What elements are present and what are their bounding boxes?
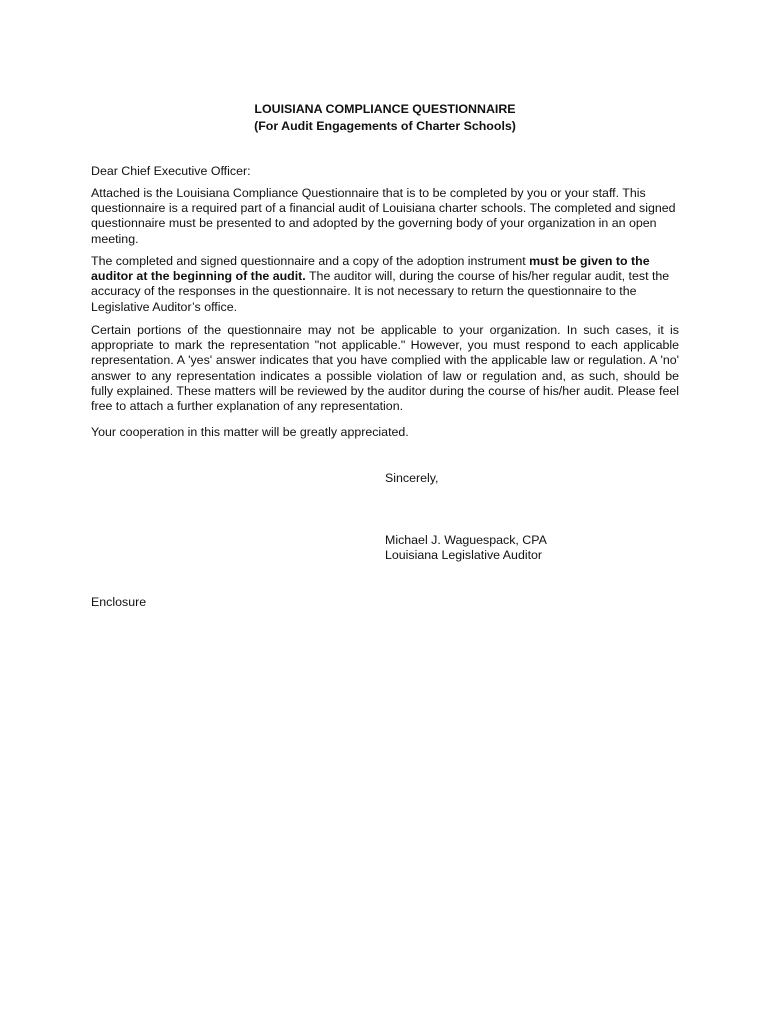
document-title: LOUISIANA COMPLIANCE QUESTIONNAIRE (254, 102, 516, 116)
salutation: Dear Chief Executive Officer: (91, 164, 251, 178)
paragraph-submission (91, 254, 679, 315)
enclosure-note: Enclosure (91, 595, 147, 609)
paragraph-submission-text-end: The auditor will, during the course of his/her regular audit, test the accuracy of the responses in the questionnaire. It is not necessary to return the questionnaire to the Legislative Auditor’s office. (91, 269, 670, 314)
paragraph-closing: Your cooperation in this matter will be greatly appreciated. (91, 425, 409, 439)
document-header (0, 101, 770, 135)
paragraph-intro: Attached is the Louisiana Compliance Questionnaire that is to be completed by you or your staff. This questionnaire is a required part of a financial audit of Louisiana charter schools. The completed and signed questionnaire must be presented to and adopted by the governing body of your organization in an open meeting. (91, 186, 676, 246)
signature-block (385, 533, 705, 563)
paragraph-submission-emphasis: must be given to the auditor at the beginning of the audit. (91, 254, 650, 284)
signer-name: Michael J. Waguespack, CPA (385, 533, 547, 547)
paragraph-submission-text-start: The completed and signed questionnaire and a copy of the adoption instrument (91, 254, 530, 268)
closing-sincerely: Sincerely, (385, 471, 439, 485)
document-subtitle: (For Audit Engagements of Charter Schools) (254, 119, 516, 133)
paragraph-instructions: Certain portions of the questionnaire may not be applicable to your organization. In such cases, it is appropriate to mark the representation "not applicable." However, you must respond to each applicable representation. A 'yes' answer indicates that you have complied with the applicable law or regulation. A 'no' answer to any representation indicates a possible violation of law or regulation and, as such, should be fully explained. These matters will be reviewed by the auditor during the course of his/her audit. Please feel free to attach a further explanation of any representation. (91, 323, 679, 414)
signer-position: Louisiana Legislative Auditor (385, 548, 543, 563)
